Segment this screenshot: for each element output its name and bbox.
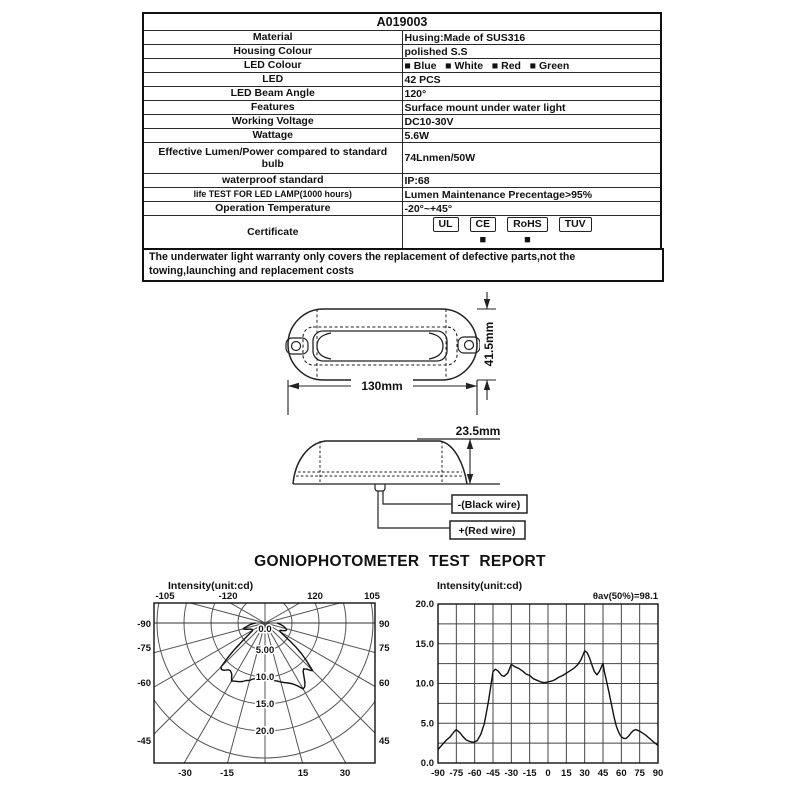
- polar-radial-tick: 5.00: [255, 645, 275, 656]
- arrow-up-icon: [484, 380, 490, 390]
- polar-angle-tick-right: 75: [379, 643, 390, 654]
- polar-angle-tick-right: 90: [379, 619, 390, 630]
- x-axis-tick: 30: [579, 768, 590, 779]
- polar-angle-tick-right: 45: [379, 736, 390, 747]
- spec-value: 5.6W: [402, 129, 661, 143]
- polar-angle-tick-right: 60: [379, 678, 390, 689]
- arrow-down-icon: [467, 474, 473, 484]
- spec-row: [143, 129, 661, 143]
- x-axis-tick: 0: [545, 768, 551, 779]
- spec-value: 42 PCS: [402, 73, 661, 87]
- polar-angle-tick-left: -90: [137, 619, 151, 630]
- certificate-badges: [433, 217, 659, 247]
- arrow-up-icon: [467, 439, 473, 449]
- dome-profile: [293, 441, 467, 484]
- wire-gland: [375, 484, 385, 491]
- x-axis-tick: -15: [522, 768, 537, 779]
- polar-angle-tick-top: 105: [364, 591, 380, 602]
- side-view-drawing: [265, 420, 530, 545]
- x-axis-tick: -30: [504, 768, 519, 779]
- certificate-column: [433, 217, 459, 247]
- spec-label: waterproof standard: [143, 174, 402, 188]
- arrow-left-icon: [288, 383, 299, 389]
- spec-value: ■ Blue ■ White ■ Red ■ Green: [402, 59, 661, 73]
- lens-window-outline: [313, 331, 447, 361]
- y-axis-tick: 0.0: [420, 758, 434, 769]
- certificate-badge: CE: [470, 217, 497, 232]
- warranty-note-box: [142, 248, 664, 282]
- top-view-drawing: [265, 288, 525, 416]
- x-axis-tick: 60: [616, 768, 627, 779]
- spec-value: Surface mount under water light: [402, 101, 661, 115]
- spec-row: [143, 45, 661, 59]
- warranty-note-text: The underwater light warranty only covers the replacement of defective parts,not the towing,launching and replacement costs: [149, 251, 576, 277]
- spec-value: 74Lnmen/50W: [402, 143, 661, 174]
- spec-row: [143, 59, 661, 73]
- spec-label: Material: [143, 31, 402, 45]
- black-wire-label: -(Black wire): [457, 499, 521, 511]
- arrow-right-icon: [466, 383, 477, 389]
- spec-value: IP:68: [402, 174, 661, 188]
- x-axis-tick: -45: [486, 768, 500, 779]
- spec-row: [143, 143, 661, 174]
- height-dimension-label: 41.5mm: [482, 321, 496, 367]
- beam-angle-annotation: θav(50%)=98.1: [592, 591, 658, 602]
- spec-row: [143, 202, 661, 216]
- polar-grid-spoke: [265, 575, 410, 623]
- inner-dashed-outline: [303, 327, 457, 365]
- wire-leads: [378, 491, 452, 528]
- spec-row: [143, 101, 661, 115]
- spec-label: life TEST FOR LED LAMP(1000 hours): [143, 188, 402, 202]
- spec-row: [143, 73, 661, 87]
- spec-table-header-row: [143, 13, 661, 31]
- polar-radial-tick: 0.0: [258, 624, 272, 635]
- x-axis-tick: 15: [561, 768, 572, 779]
- certificate-badge: UL: [433, 217, 459, 232]
- polar-chart-title: Intensity(unit:cd): [168, 580, 254, 592]
- x-axis-tick: 90: [652, 768, 664, 779]
- certificate-badge: RoHS: [507, 217, 548, 232]
- spec-table: [142, 12, 662, 250]
- polar-angle-tick-bottom: 30: [339, 768, 351, 779]
- certificate-column: [559, 217, 592, 247]
- arrow-down-icon: [484, 299, 490, 309]
- lens-end-cap-left: [317, 333, 331, 359]
- polar-grid-spoke: [265, 575, 410, 623]
- line-chart-title: Intensity(unit:cd): [437, 580, 523, 592]
- spec-row: [143, 216, 661, 249]
- polar-angle-tick-top: -105: [155, 591, 175, 602]
- polar-angle-tick-left: -75: [137, 643, 151, 654]
- spec-label: Working Voltage: [143, 115, 402, 129]
- polar-radial-tick: 15.0: [255, 699, 275, 710]
- polar-grid-spoke: [150, 623, 265, 790]
- spec-value: DC10-30V: [402, 115, 661, 129]
- spec-value: Husing:Made of SUS316: [402, 31, 661, 45]
- polar-grid-spoke: [265, 623, 380, 790]
- spec-value: Lumen Maintenance Precentage>95%: [402, 188, 661, 202]
- spec-row: [143, 115, 661, 129]
- screw-hole-left-icon: [292, 342, 301, 351]
- spec-row: [143, 174, 661, 188]
- red-wire-label: +(Red wire): [458, 525, 516, 537]
- depth-dimension-label: 23.5mm: [455, 424, 501, 438]
- spec-sheet: [142, 12, 662, 250]
- spec-table-body: [143, 31, 661, 249]
- spec-label: Wattage: [143, 129, 402, 143]
- certificate-checked-mark: ■: [479, 233, 487, 246]
- polar-intensity-chart: [125, 575, 410, 790]
- width-dimension-label: 130mm: [361, 379, 403, 393]
- certificate-checked-mark: ■: [524, 233, 531, 246]
- x-axis-tick: -90: [431, 768, 445, 779]
- polar-radial-tick: 20.0: [255, 726, 275, 737]
- polar-angle-tick-bottom: 15: [297, 768, 309, 779]
- spec-label: Features: [143, 101, 402, 115]
- spec-label: Effective Lumen/Power compared to standard bulb: [143, 143, 402, 174]
- x-axis-tick: -60: [467, 768, 482, 779]
- y-axis-tick: 5.0: [420, 718, 434, 730]
- y-axis-tick: 15.0: [415, 638, 434, 650]
- spec-table-title: A019003: [143, 13, 661, 31]
- polar-radial-tick: 10.0: [255, 672, 275, 683]
- spec-row: [143, 87, 661, 101]
- spec-label: Certificate: [143, 216, 402, 249]
- screw-hole-right-icon: [465, 341, 474, 350]
- spec-label: LED Colour: [143, 59, 402, 73]
- report-heading: GONIOPHOTOMETER TEST REPORT: [254, 553, 546, 570]
- line-chart-grid: [438, 604, 658, 763]
- polar-angle-tick-top: -120: [218, 591, 238, 602]
- x-axis-tick: 75: [634, 768, 645, 779]
- polar-angle-tick-left: -60: [137, 678, 151, 689]
- height-dimension-label-group: [480, 312, 496, 376]
- certificate-badge: TUV: [559, 217, 592, 232]
- polar-angle-tick-top: 120: [307, 591, 323, 602]
- spec-row: [143, 188, 661, 202]
- certificate-column: [470, 217, 497, 247]
- spec-value: -20°~+45°: [402, 202, 661, 216]
- certificate-column: [507, 217, 548, 247]
- spec-label: LED: [143, 73, 402, 87]
- x-axis-tick: 45: [597, 768, 609, 779]
- lens-end-cap-right: [429, 333, 443, 359]
- polar-angle-tick-bottom: -15: [220, 768, 234, 779]
- spec-label: Housing Colour: [143, 45, 402, 59]
- spec-value: polished S.S: [402, 45, 661, 59]
- line-intensity-chart: [395, 575, 695, 790]
- polar-angle-tick-bottom: -30: [178, 768, 192, 779]
- x-axis-tick: -75: [449, 768, 464, 779]
- y-axis-tick: 20.0: [415, 599, 434, 610]
- spec-value: [402, 216, 661, 249]
- polar-angle-tick-left: -45: [137, 736, 151, 747]
- spec-label: Operation Temperature: [143, 202, 402, 216]
- housing-outline: [288, 309, 477, 380]
- spec-value: 120°: [402, 87, 661, 101]
- spec-label: LED Beam Angle: [143, 87, 402, 101]
- y-axis-tick: 10.0: [415, 678, 434, 690]
- spec-row: [143, 31, 661, 45]
